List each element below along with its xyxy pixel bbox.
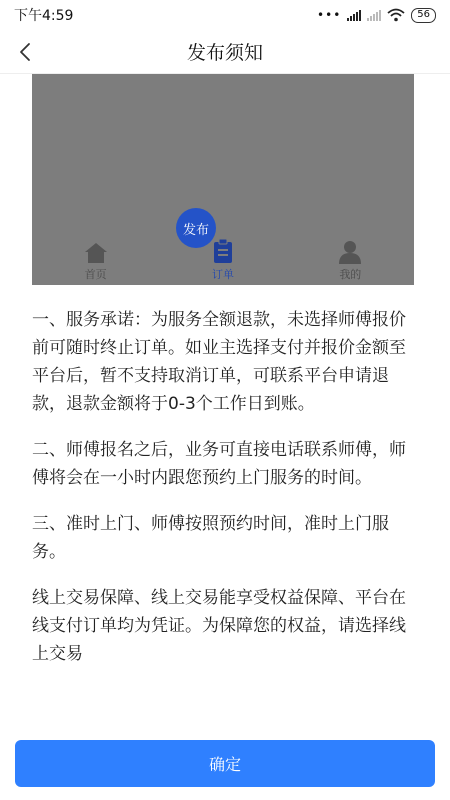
status-icons (317, 8, 436, 23)
preview-tab-orders (183, 238, 263, 282)
notice-paragraph: 二、师傅报名之后，业务可直接电话联系师傅，师傅将会在一小时内跟您预约上门服务的时间。 (32, 440, 406, 488)
notice-paragraph: 一、服务承诺：为服务全额退款，未选择师傅报价前可随时终止订单。如业主选择支付并报价金额至平台后，暂不支持取消订单，可联系平台申请退款，退款金额将于0-3个工作日到账。 (32, 310, 406, 414)
signal-icon (347, 10, 361, 21)
signal-2-icon (367, 10, 381, 21)
nav-bar (0, 30, 450, 74)
notice-content (32, 306, 422, 686)
preview-tab-mine (310, 240, 390, 282)
preview-tab-label: 首页 (84, 268, 107, 281)
notice-paragraph: 三、准时上门、师傅按照预约时间，准时上门服务。 (32, 514, 389, 562)
confirm-button[interactable]: 确定 (15, 740, 435, 787)
preview-tab-label: 订单 (211, 268, 234, 281)
home-icon (84, 242, 108, 264)
status-time: 下午4:59 (14, 8, 74, 24)
status-bar (0, 0, 450, 30)
chevron-left-icon (19, 42, 31, 62)
more-dots-icon: ••• (317, 8, 342, 22)
battery-icon: 56 (411, 8, 436, 23)
person-icon (338, 240, 362, 264)
back-button[interactable] (12, 38, 38, 66)
publish-fab: 发布 (176, 208, 216, 248)
preview-tabbar (32, 239, 414, 285)
wifi-icon (387, 8, 405, 22)
notice-paragraph: 线上交易保障、线上交易能享受权益保障、平台在线支付订单均为凭证。为保障您的权益，请选择线上交易 (32, 588, 406, 664)
page-title: 发布须知 (186, 42, 263, 64)
preview-image (32, 74, 414, 285)
preview-tab-home (56, 242, 136, 282)
preview-tab-label: 我的 (339, 268, 362, 281)
clipboard-icon (212, 238, 234, 264)
